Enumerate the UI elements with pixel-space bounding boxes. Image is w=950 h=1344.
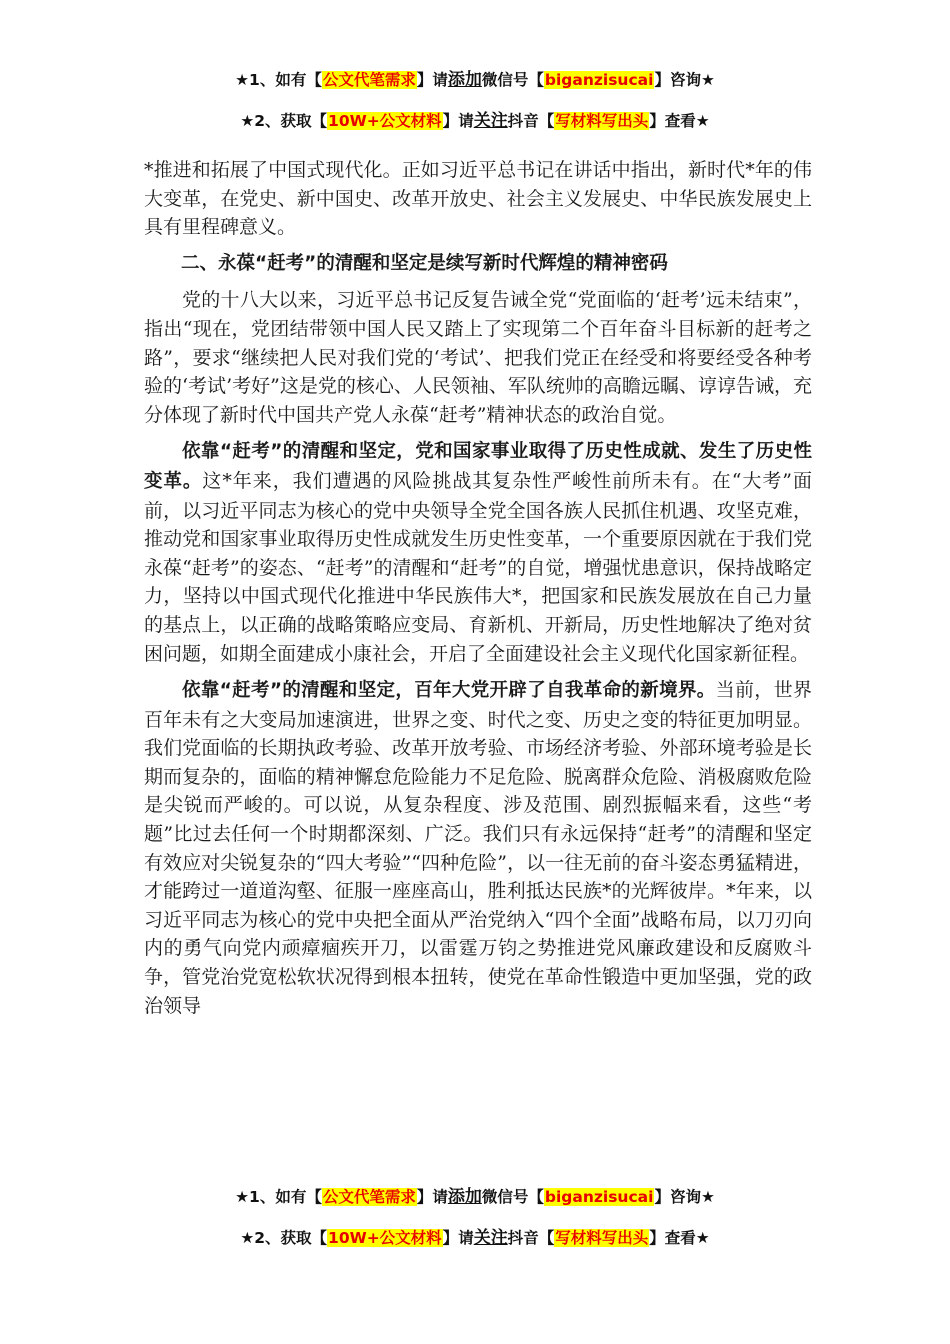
paragraph-text: 这*年来，我们遭遇的风险挑战其复杂性严峻性前所未有。在“大考”面前，以习近平同志为核心的党中央领导全党全国各族人民抓住机遇、攻坚克难，推动党和国家事业取得历史性成就发生历史性变革，一个重要原因就在于我们党永葆“赶考”的姿态、“赶考”的清醒和“赶考”的自觉，增强忧患意识，保持战略定力，坚持以中国式现代化推进中华民族伟大*，把国家和民族发展放在自己力量的基点上，以正确的战略策略应变局、育新机、开新局，历史性地解决了绝对贫困问题，如期全面建成小康社会，开启了全面建设社会主义现代化国家新征程。 (144, 469, 812, 665)
section-heading: 二、永葆“赶考”的清醒和坚定是续写新时代辉煌的精神密码 (181, 252, 668, 274)
body-paragraph (144, 437, 812, 668)
paragraph-text: 当前，世界百年未有之大变局加速演进，世界之变、时代之变、历史之变的特征更加明显。我们党面临的长期执政考验、改革开放考验、市场经济考验、外部环境考验是长期而复杂的，面临的精神懈怠危险能力不足危险、脱离群众危险、消极腐败危险是尖锐而严峻的。可以说，从复杂程度、涉及范围、剧烈振幅来看，这些“考题”比过去任何一个时期都深刻、广泛。我们只有永远保持“赶考”的清醒和坚定有效应对尖锐复杂的“四大考验”“四种危险”，以一往无前的奋斗姿态勇猛精进，才能跨过一道道沟壑、征服一座座高山，胜利抵达民族*的光辉彼岸。*年来，以习近平同志为核心的党中央把全面从严治党纳入“四个全面”战略布局，以刀刃向内的勇气向党内顽瘴痼疾开刀，以雷霆万钧之势推进党风廉政建设和反腐败斗争，管党治党宽松软状况得到根本扭转，使党在革命性锻造中更加坚强，党的政治领导 (144, 679, 812, 1017)
document-body (144, 156, 812, 1028)
paragraph-lead-sentence: 依靠“赶考”的清醒和坚定，党和国家事业取得了历史性成就、发生了历史性变革。 (144, 441, 812, 492)
promo-highlight-materials: 10W+公文材料 (328, 112, 442, 130)
promo-highlight-douyin-id: 写材料写出头 (555, 112, 649, 130)
promo-suffix: 】查看★ (649, 112, 710, 130)
intro-paragraph: *推进和拓展了中国式现代化。正如习近平总书记在讲话中指出，新时代*年的伟大变革，在党史、新中国史、改革开放史、社会主义发展史、中华民族发展史上具有里程碑意义。 (144, 159, 812, 239)
promo-text: 抖音【 (507, 112, 555, 130)
promo-highlight-douyin-id: 写材料写出头 (555, 1229, 649, 1247)
promo-highlight-wechat-id: biganzisucai (544, 1188, 654, 1206)
promo-suffix: 】查看★ (649, 1229, 710, 1247)
body-paragraph (144, 676, 812, 1020)
promo-underlined-add: 添加 (447, 70, 482, 90)
header-promo-line-2 (0, 110, 950, 132)
paragraph-lead-sentence: 依靠“赶考”的清醒和坚定，百年大党开辟了自我革命的新境界。 (182, 680, 716, 702)
footer-promo-line-1 (0, 1186, 950, 1208)
promo-text: 】请 (416, 1188, 448, 1206)
promo-suffix: 】咨询★ (654, 1188, 715, 1206)
promo-prefix: ★2、获取【 (240, 1229, 328, 1247)
promo-highlight-service: 公文代笔需求 (322, 1188, 416, 1206)
promo-text: 微信号【 (481, 71, 544, 89)
footer-promo-line-2 (0, 1227, 950, 1249)
promo-highlight-wechat-id: biganzisucai (544, 71, 654, 89)
body-paragraph: 党的十八大以来，习近平总书记反复告诫全党“党面临的‘赶考’远未结束”，指出“现在，党团结带领中国人民又踏上了实现第二个百年奋斗目标新的赶考之路”，要求“继续把人民对我们党的‘考试’、把我们党正在经受和将要经受各种考验的‘考试’考好”这是党的核心、人民领袖、军队统帅的高瞻远瞩、谆谆告诫，充分体现了新时代中国共产党人永葆“赶考”精神状态的政治自觉。 (144, 289, 812, 426)
promo-highlight-materials: 10W+公文材料 (328, 1229, 442, 1247)
promo-text: 】请 (442, 112, 474, 130)
promo-prefix: ★1、如有【 (235, 71, 322, 89)
promo-text: 】请 (416, 71, 448, 89)
promo-underlined-follow: 关注 (473, 1228, 508, 1248)
promo-text: 抖音【 (507, 1229, 555, 1247)
promo-text: 】请 (442, 1229, 474, 1247)
promo-underlined-add: 添加 (447, 1187, 482, 1207)
promo-suffix: 】咨询★ (654, 71, 715, 89)
promo-prefix: ★2、获取【 (240, 112, 328, 130)
promo-text: 微信号【 (481, 1188, 544, 1206)
header-promo-line-1 (0, 69, 950, 91)
promo-prefix: ★1、如有【 (235, 1188, 322, 1206)
promo-underlined-follow: 关注 (473, 111, 508, 131)
promo-highlight-service: 公文代笔需求 (322, 71, 416, 89)
